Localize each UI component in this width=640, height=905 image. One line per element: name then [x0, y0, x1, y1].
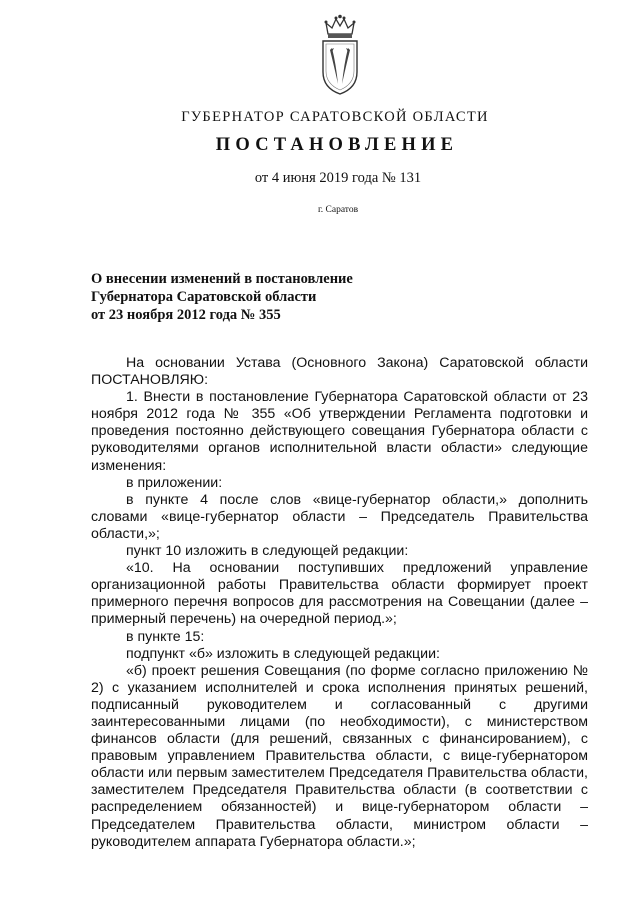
document-date-number: от 4 июня 2019 года № 131	[254, 170, 422, 186]
document-type: ПОСТАНОВЛЕНИЕ	[215, 135, 459, 155]
body-paragraph-subclause-b-intro: подпункт «б» изложить в следующей редакции:	[126, 645, 440, 662]
body-paragraph-clause-15: в пункте 15:	[126, 628, 205, 645]
body-paragraph-clause-4: в пункте 4 после слов «вице-губернатор области,» дополнить словами «вице-губернатор области – Председатель Правительства области,»;	[91, 491, 588, 542]
body-paragraph-subclause-b-text: «б) проект решения Совещания (по форме согласно приложению № 2) с указанием исполнителей и срока исполнения принятых решений, подписанный руководителем и согласованный с другими заинтересованными лицами (по необходимости), с министерством финансов области (для решений, связанных с финансированием), с правовым управлением Правительства области, с вице-губернатором области или первым заместителем Председателя Правительства области, заместителем Председателя Правительства области (в соответствии с распределением обязанностей) и вице-губернатором области – Председателем Правительства области, министром области – руководителем аппарата Губернатора области.»;	[91, 662, 588, 850]
title-line: от 23 ноября 2012 года № 355	[91, 307, 281, 323]
body-paragraph-in-appendix: в приложении:	[126, 474, 223, 491]
body-paragraph-clause-10-intro: пункт 10 изложить в следующей редакции:	[126, 543, 409, 560]
document-city: г. Саратов	[317, 205, 359, 215]
document-body	[91, 355, 588, 851]
document-title	[91, 270, 353, 324]
body-paragraph-item-1: 1. Внести в постановление Губернатора Саратовской области от 23 ноября 2012 года № 355 «Об утверждении Регламента подготовки и проведения постоянно действующего совещания Губернатора области с руководителями органов исполнительной власти области» следующие изменения:	[91, 389, 588, 474]
saratov-coat-of-arms-icon	[318, 14, 362, 98]
title-line: Губернатора Саратовской области	[91, 289, 317, 305]
body-paragraph-clause-10-text: «10. На основании поступивших предложений управление организационной работы Правительства области формирует проект примерного перечня вопросов для рассмотрения на Совещании (далее – примерный перечень) на очередной период.»;	[91, 560, 588, 628]
title-line: О внесении изменений в постановление	[91, 271, 353, 287]
issuing-authority: ГУБЕРНАТОР САРАТОВСКОЙ ОБЛАСТИ	[181, 109, 489, 125]
body-paragraph-basis: На основании Устава (Основного Закона) Саратовской области ПОСТАНОВЛЯЮ:	[91, 355, 588, 389]
